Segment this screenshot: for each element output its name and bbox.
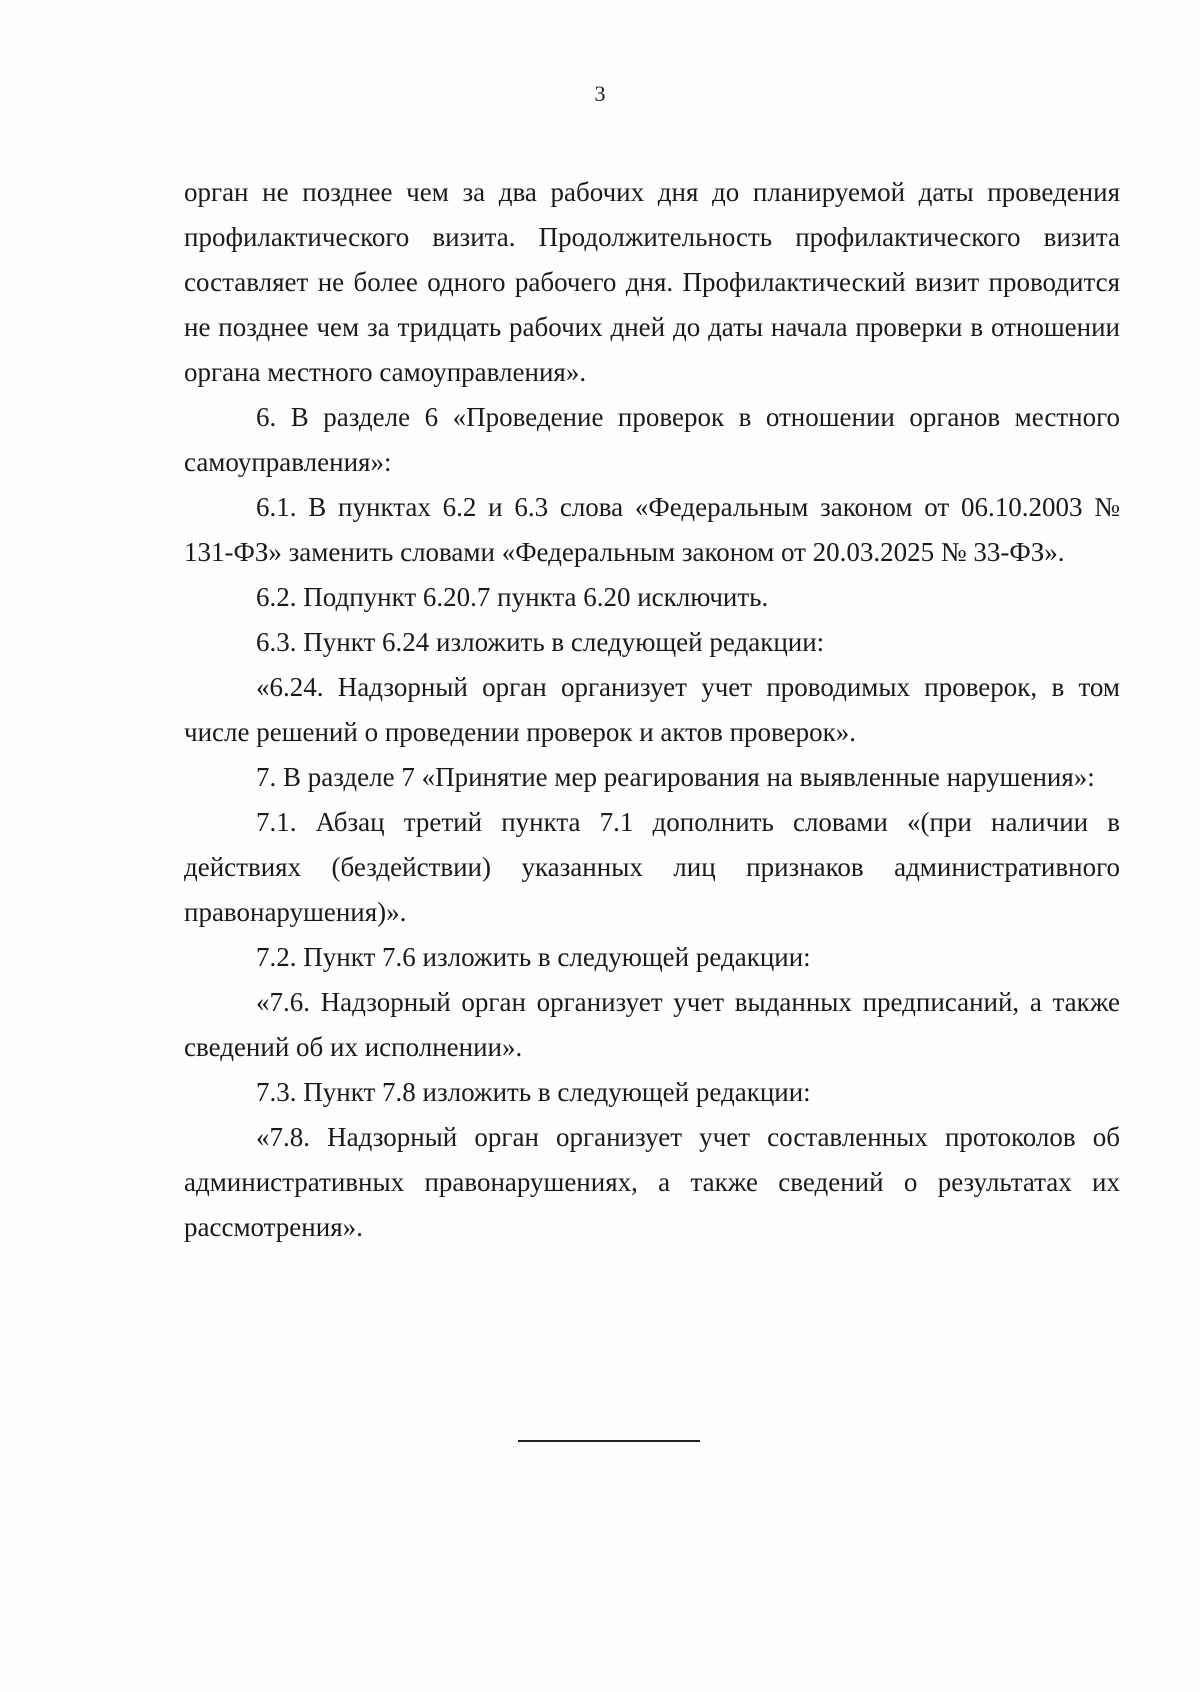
paragraph-quote-7-6: «7.6. Надзорный орган организует учет выданных предписаний, а также сведений об их исполнении».	[184, 987, 1120, 1062]
paragraph-item-7-2: 7.2. Пункт 7.6 изложить в следующей редакции:	[256, 942, 811, 972]
paragraph-item-7-1: 7.1. Абзац третий пункта 7.1 дополнить словами «(при наличии в действиях (бездействии) указанных лиц признаков административного правонарушения)».	[184, 807, 1120, 927]
paragraph-quote-6-24: «6.24. Надзорный орган организует учет проводимых проверок, в том числе решений о проведении проверок и актов проверок».	[184, 672, 1120, 747]
paragraph-quote-7-8: «7.8. Надзорный орган организует учет составленных протоколов об административных правонарушениях, а также сведений о результатах их рассмотрения».	[184, 1122, 1120, 1242]
end-of-document-rule	[518, 1440, 700, 1442]
paragraph-item-6-2: 6.2. Подпункт 6.20.7 пункта 6.20 исключить.	[256, 582, 769, 612]
paragraph-item-6-3: 6.3. Пункт 6.24 изложить в следующей редакции:	[256, 627, 825, 657]
paragraph-item-6-1: 6.1. В пунктах 6.2 и 6.3 слова «Федеральным законом от 06.10.2003 № 131-ФЗ» заменить словами «Федеральным законом от 20.03.2025 № 33-ФЗ».	[184, 492, 1120, 567]
paragraph-section-7: 7. В разделе 7 «Принятие мер реагирования на выявленные нарушения»:	[256, 762, 1095, 792]
page-number: 3	[594, 81, 606, 106]
paragraph-section-6: 6. В разделе 6 «Проведение проверок в отношении органов местного самоуправления»:	[184, 402, 1120, 477]
paragraph-continuation: орган не позднее чем за два рабочих дня до планируемой даты проведения профилактического визита. Продолжительность профилактического визита составляет не более одного рабочего дня. Профилактический визит проводится не позднее чем за тридцать рабочих дней до даты начала проверки в отношении органа местного самоуправления».	[184, 177, 1120, 387]
document-body	[184, 170, 1120, 1250]
paragraph-item-7-3: 7.3. Пункт 7.8 изложить в следующей редакции:	[256, 1077, 811, 1107]
